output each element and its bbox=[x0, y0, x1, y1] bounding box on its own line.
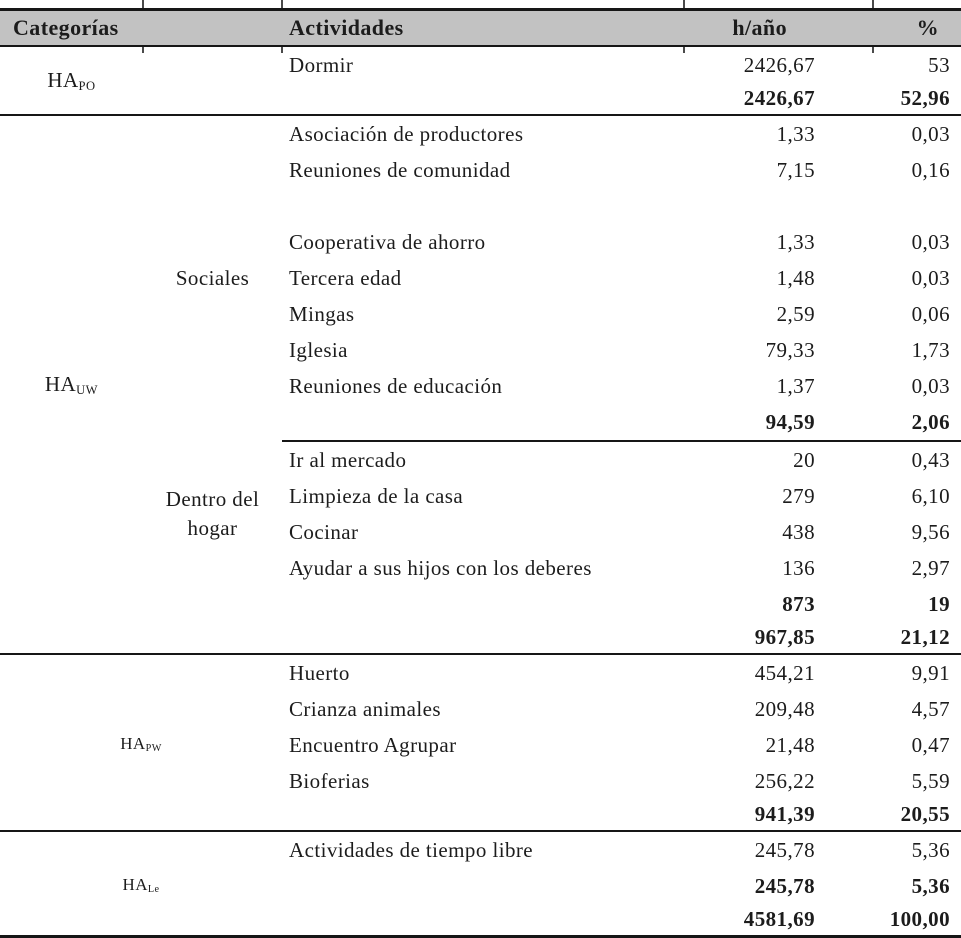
percent-grand-total-cell: 100,00 bbox=[889, 907, 950, 931]
percent-total-cell: 20,55 bbox=[900, 802, 950, 826]
percent-cell: 4,57 bbox=[911, 696, 950, 721]
hours-cell: 20 bbox=[793, 447, 815, 472]
activity-cell bbox=[282, 799, 612, 831]
percent-cell: 5,59 bbox=[911, 768, 950, 793]
percent-cell: 0,03 bbox=[911, 373, 950, 398]
column-header-actividades: Actividades bbox=[282, 10, 612, 47]
category-cell-hauw bbox=[0, 115, 143, 654]
activity-cell bbox=[282, 622, 612, 654]
category-subscript: PW bbox=[145, 743, 162, 755]
hours-cell: 1,33 bbox=[776, 229, 815, 254]
percent-cell: 9,56 bbox=[911, 519, 950, 544]
hours-cell: 136 bbox=[782, 555, 815, 580]
column-tick bbox=[142, 47, 144, 53]
activity-cell: Asociación de productores bbox=[289, 121, 524, 146]
column-tick bbox=[872, 0, 874, 8]
hours-cell bbox=[612, 188, 817, 224]
hours-total-cell: 967,85 bbox=[754, 625, 815, 649]
activity-cell bbox=[282, 83, 612, 115]
category-subscript: UW bbox=[76, 382, 99, 397]
hours-total-cell: 2426,67 bbox=[743, 86, 815, 110]
column-header-percent: % bbox=[817, 10, 961, 47]
activity-cell: Limpieza de la casa bbox=[289, 483, 464, 508]
activity-cell: Actividades de tiempo libre bbox=[289, 837, 534, 862]
category-cell-hapo bbox=[0, 46, 143, 115]
percent-cell: 1,73 bbox=[911, 337, 950, 362]
percent-total-cell: 52,96 bbox=[900, 86, 950, 110]
activity-cell bbox=[282, 586, 612, 622]
hours-cell: 245,78 bbox=[754, 837, 815, 862]
category-cell-hale bbox=[0, 831, 282, 937]
percent-subtotal-cell: 19 bbox=[928, 591, 950, 616]
percent-cell: 0,16 bbox=[911, 157, 950, 182]
category-label bbox=[47, 68, 95, 92]
percent-cell: 0,03 bbox=[911, 121, 950, 146]
hours-cell: 7,15 bbox=[776, 157, 815, 182]
subcategory-cell-empty bbox=[143, 586, 282, 654]
category-base: HA bbox=[120, 734, 146, 753]
activity-cell: Crianza animales bbox=[289, 696, 441, 721]
column-tick bbox=[281, 47, 283, 53]
hours-cell: 209,48 bbox=[754, 696, 815, 721]
activity-cell: Dormir bbox=[289, 52, 354, 77]
percent-cell: 0,06 bbox=[911, 301, 950, 326]
hours-subtotal-cell: 94,59 bbox=[612, 404, 817, 441]
hours-grand-total-cell: 4581,69 bbox=[743, 907, 815, 931]
activity-cell: Encuentro Agrupar bbox=[289, 732, 457, 757]
column-tick bbox=[281, 0, 283, 8]
activity-cell: Huerto bbox=[289, 660, 350, 685]
column-header-categorias: Categorías bbox=[0, 10, 282, 47]
activity-cell: Reuniones de comunidad bbox=[289, 157, 511, 182]
activity-cell: Ir al mercado bbox=[289, 447, 407, 472]
section-hapw bbox=[0, 654, 961, 831]
activity-cell: Mingas bbox=[289, 301, 355, 326]
activity-cell: Tercera edad bbox=[289, 265, 402, 290]
header-row bbox=[0, 10, 961, 47]
table-row bbox=[0, 654, 961, 691]
percent-cell: 53 bbox=[928, 52, 950, 77]
hours-total-cell: 245,78 bbox=[754, 873, 815, 898]
table-row bbox=[0, 441, 961, 478]
activity-cell: Cocinar bbox=[289, 519, 359, 544]
category-base: HA bbox=[47, 67, 79, 92]
hours-cell: 279 bbox=[782, 483, 815, 508]
hours-cell: 1,33 bbox=[776, 121, 815, 146]
hours-subtotal-cell: 873 bbox=[782, 591, 815, 616]
hours-cell: 454,21 bbox=[754, 660, 815, 685]
column-tick bbox=[683, 47, 685, 53]
category-cell-hapw bbox=[0, 654, 282, 831]
percent-total-cell: 5,36 bbox=[911, 873, 950, 898]
percent-cell: 5,36 bbox=[911, 837, 950, 862]
subcategory-cell-empty bbox=[143, 46, 282, 115]
hours-cell: 1,48 bbox=[776, 265, 815, 290]
category-label bbox=[45, 372, 98, 396]
column-tick bbox=[683, 0, 685, 8]
percent-cell: 0,43 bbox=[911, 447, 950, 472]
section-hale bbox=[0, 831, 961, 937]
time-use-table bbox=[0, 8, 961, 938]
activity-cell: Ayudar a sus hijos con los deberes bbox=[289, 555, 592, 580]
section-hauw bbox=[0, 115, 961, 654]
column-tick bbox=[872, 47, 874, 53]
percent-cell: 2,97 bbox=[911, 555, 950, 580]
hours-cell: 1,37 bbox=[776, 373, 815, 398]
category-label bbox=[120, 734, 162, 753]
category-subscript: Le bbox=[147, 884, 160, 896]
percent-cell: 0,47 bbox=[911, 732, 950, 757]
subcategory-cell-dentro-del-hogar: Dentro del hogar bbox=[165, 487, 260, 540]
activity-cell: Cooperativa de ahorro bbox=[289, 229, 486, 254]
category-base: HA bbox=[44, 371, 77, 396]
percent-subtotal-cell: 2,06 bbox=[817, 404, 961, 441]
percent-cell: 6,10 bbox=[911, 483, 950, 508]
activity-cell bbox=[282, 904, 612, 937]
column-tick bbox=[142, 0, 144, 8]
percent-cell: 0,03 bbox=[911, 229, 950, 254]
table-row bbox=[0, 115, 961, 152]
table-row bbox=[0, 46, 961, 83]
hours-cell: 438 bbox=[782, 519, 815, 544]
percent-cell: 0,03 bbox=[911, 265, 950, 290]
table-row bbox=[0, 831, 961, 868]
activity-cell bbox=[282, 404, 612, 441]
category-label bbox=[123, 875, 160, 894]
activity-cell: Bioferias bbox=[289, 768, 370, 793]
percent-total-cell: 21,12 bbox=[900, 625, 950, 649]
table-header bbox=[0, 10, 961, 47]
hours-cell: 256,22 bbox=[754, 768, 815, 793]
activity-cell: Iglesia bbox=[289, 337, 348, 362]
subcategory-cell-sociales: Sociales bbox=[175, 266, 250, 291]
hours-cell: 2426,67 bbox=[743, 52, 815, 77]
hours-cell: 79,33 bbox=[765, 337, 815, 362]
hours-cell: 2,59 bbox=[776, 301, 815, 326]
activity-cell bbox=[282, 868, 612, 904]
category-subscript: PO bbox=[78, 78, 96, 93]
subtotal-row bbox=[0, 586, 961, 622]
category-base: HA bbox=[122, 875, 148, 894]
percent-cell bbox=[817, 188, 961, 224]
column-header-hours: h/año bbox=[612, 10, 817, 47]
section-hapo bbox=[0, 46, 961, 115]
activity-cell bbox=[282, 188, 612, 224]
hours-total-cell: 941,39 bbox=[754, 802, 815, 826]
percent-cell: 9,91 bbox=[911, 660, 950, 685]
hours-cell: 21,48 bbox=[765, 732, 815, 757]
activity-cell: Reuniones de educación bbox=[289, 373, 503, 398]
